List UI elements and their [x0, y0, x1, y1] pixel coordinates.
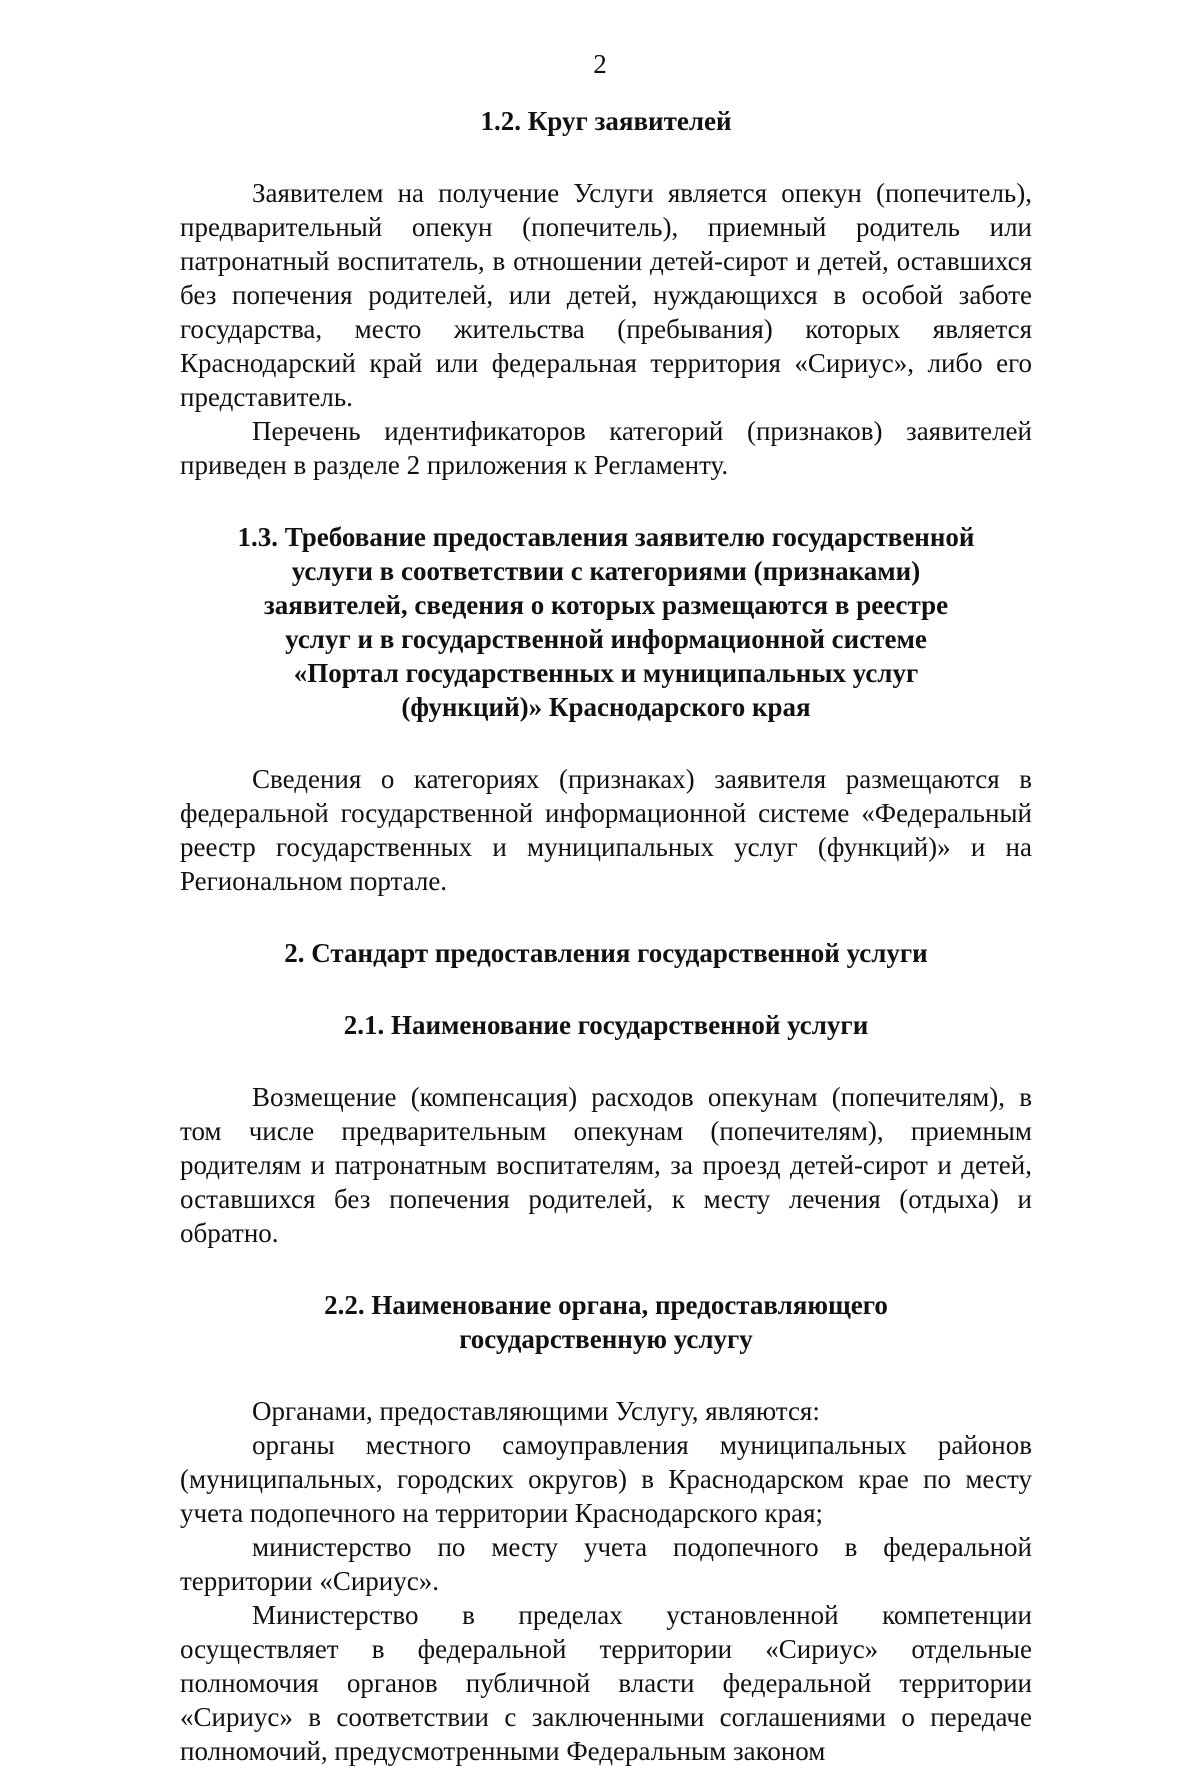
section-2-2-paragraph: органы местного самоуправления муниципальных районов (муниципальных, городских округов) в Краснодарском крае по месту учета подопечного на территории Краснодарского края; [180, 1430, 1032, 1528]
section-1-3-heading [180, 520, 1032, 724]
heading-line: (функций)» Краснодарского края [401, 692, 811, 722]
section-2-2-heading [180, 1288, 1032, 1356]
heading-line: 2.2. Наименование органа, предоставляющего [324, 1290, 888, 1320]
section-2-heading: 2. Стандарт предоставления государственной услуги [284, 938, 928, 968]
document-body [180, 104, 1032, 1768]
section-2-1-heading: 2.1. Наименование государственной услуги [343, 1010, 869, 1040]
section-2-2 [180, 1288, 1032, 1768]
section-1-2-heading: 1.2. Круг заявителей [480, 106, 732, 136]
section-1-3 [180, 520, 1032, 898]
heading-line: заявителей, сведения о которых размещаются в реестре [263, 590, 949, 620]
section-2 [180, 936, 1032, 970]
section-2-1 [180, 1008, 1032, 1250]
heading-line: «Портал государственных и муниципальных услуг [293, 658, 919, 688]
section-1-2-paragraph: Перечень идентификаторов категорий (признаков) заявителей приведен в разделе 2 приложения к Регламенту. [180, 416, 1032, 480]
section-2-2-paragraph: Министерство в пределах установленной компетенции осуществляет в федеральной территории «Сириус» отдельные полномочия органов публичной власти федеральной территории «Сириус» в соответствии с заключенными соглашениями о передаче полномочий, предусмотренными Федеральным законом [180, 1600, 1032, 1766]
section-1-2-paragraph: Заявителем на получение Услуги является опекун (попечитель), предварительный опекун (попечитель), приемный родитель или патронатный воспитатель, в отношении детей-сирот и детей, оставшихся без попечения родителей, или детей, нуждающихся в особой заботе государства, место жительства (пребывания) которых является Краснодарский край или федеральная территория «Сириус», либо его представитель. [180, 178, 1032, 412]
heading-line: 1.3. Требование предоставления заявителю государственной [237, 522, 975, 552]
heading-line: услуги в соответствии с категориями (признаками) [291, 556, 921, 586]
section-2-2-paragraph: министерство по месту учета подопечного в федеральной территории «Сириус». [180, 1532, 1032, 1596]
heading-line: услуг и в государственной информационной системе [285, 624, 927, 654]
heading-line: государственную услугу [459, 1324, 753, 1354]
section-1-3-paragraph: Сведения о категориях (признаках) заявителя размещаются в федеральной государственной информационной системе «Федеральный реестр государственных и муниципальных услуг (функций)» и на Региональном портале. [180, 764, 1032, 896]
section-2-2-paragraph: Органами, предоставляющими Услугу, являются: [252, 1396, 820, 1426]
section-1-2 [180, 104, 1032, 482]
section-2-1-paragraph: Возмещение (компенсация) расходов опекунам (попечителям), в том числе предварительным опекунам (попечителям), приемным родителям и патронатным воспитателям, за проезд детей-сирот и детей, оставшихся без попечения родителей, к месту лечения (отдыха) и обратно. [180, 1082, 1032, 1248]
page-number: 2 [593, 49, 607, 79]
